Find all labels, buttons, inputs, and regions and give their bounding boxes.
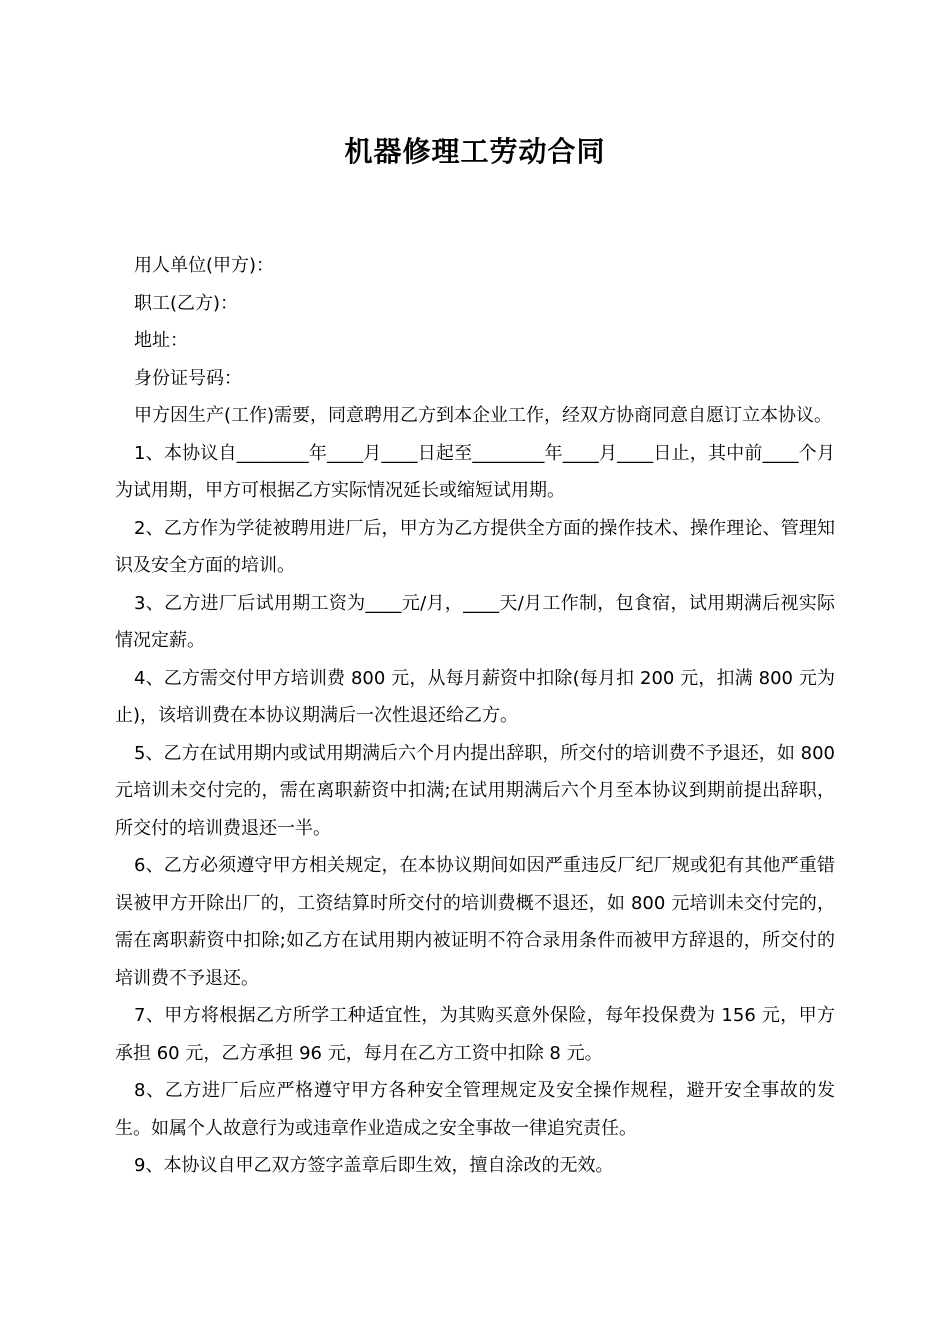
clause-5: 5、乙方在试用期内或试用期满后六个月内提出辞职，所交付的培训费不予退还，如 800 元培训未交付完的，需在离职薪资中扣满;在试用期满后六个月至本协议到期前提出辞职，所交付的培训费退还一半。 — [115, 742, 835, 839]
clause-4: 4、乙方需交付甲方培训费 800 元，从每月薪资中扣除(每月扣 200 元，扣满 800 元为止)，该培训费在本协议期满后一次性退还给乙方。 — [115, 667, 835, 726]
clause-6: 6、乙方必须遵守甲方相关规定，在本协议期间如因严重违反厂纪厂规或犯有其他严重错误被甲方开除出厂的，工资结算时所交付的培训费概不退还，如 800 元培训未交付完的，需在离职薪资中扣除;如乙方在试用期内被证明不符合录用条件而被甲方辞退的，所交付的培训费不予退还。 — [115, 855, 835, 989]
preamble-paragraph: 甲方因生产(工作)需要，同意聘用乙方到本企业工作，经双方协商同意自愿订立本协议。 — [134, 405, 833, 426]
party-b-line: 职工(乙方)： — [134, 292, 239, 314]
party-a-line: 用人单位(甲方)： — [134, 255, 275, 276]
document-title: 机器修理工劳动合同 — [344, 135, 606, 168]
clause-8: 8、乙方进厂后应严格遵守甲方各种安全管理规定及安全操作规程，避开安全事故的发生。如属个人故意行为或违章作业造成之安全事故一律追究责任。 — [115, 1080, 835, 1139]
clause-7: 7、甲方将根据乙方所学工种适宜性，为其购买意外保险，每年投保费为 156 元，甲方承担 60 元，乙方承担 96 元，每月在乙方工资中扣除 8 元。 — [115, 1005, 835, 1064]
clause-1: 1、本协议自________年____月____日起至________年____月____日止，其中前____个月为试用期，甲方可根据乙方实际情况延长或缩短试用期。 — [115, 442, 835, 501]
id-number-line: 身份证号码： — [134, 367, 242, 389]
document-body — [115, 247, 835, 1185]
clause-2: 2、乙方作为学徒被聘用进厂后，甲方为乙方提供全方面的操作技术、操作理论、管理知识及安全方面的培训。 — [115, 517, 835, 576]
clause-9: 9、本协议自甲乙双方签字盖章后即生效，擅自涂改的无效。 — [134, 1155, 614, 1176]
address-line: 地址： — [134, 330, 188, 351]
clause-3: 3、乙方进厂后试用期工资为____元/月，____天/月工作制，包食宿，试用期满后视实际情况定薪。 — [115, 592, 835, 651]
